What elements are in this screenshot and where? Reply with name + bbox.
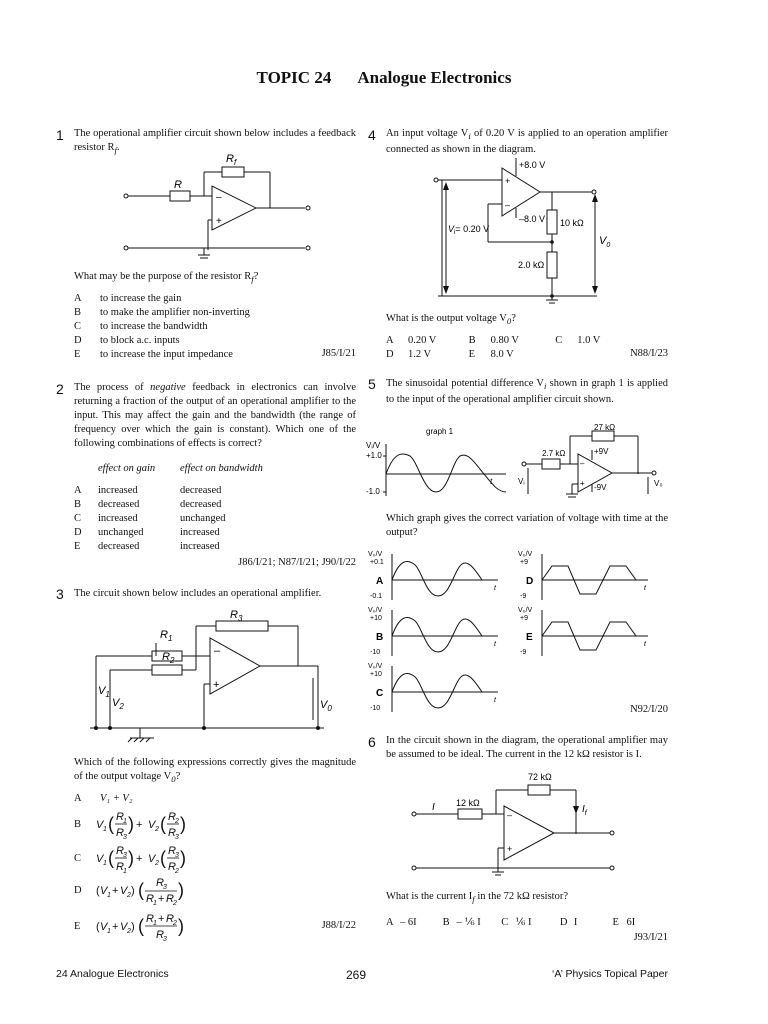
topic-name: Analogue Electronics [357, 68, 512, 87]
footer-left: 24 Analogue Electronics [56, 968, 169, 980]
q4-vo-label: $V_0$ [599, 235, 611, 249]
q2-option-b[interactable]: B decreased decreased [74, 499, 222, 510]
q2-option-d[interactable]: D unchanged increased [74, 527, 220, 538]
q5-vi-label: Vᵢ [518, 477, 525, 486]
q1-option-c[interactable]: C to increase the bandwidth [74, 321, 208, 332]
q4-option-c[interactable]: C 1.0 V [555, 335, 601, 346]
svg-text:): ) [128, 814, 134, 834]
svg-text:V: V [120, 921, 128, 933]
q1-options [74, 292, 250, 362]
svg-text:): ) [180, 848, 186, 868]
q5-graph-top-label: +10 [370, 671, 382, 678]
q6-option-c[interactable]: C ⅙ I [501, 917, 532, 928]
q5-graph-letter: A [376, 576, 384, 587]
q6-stem: In the circuit shown in the diagram, the operational amplifier may be assumed to be ideal. The current in the 12 kΩ resistor is I. [386, 735, 668, 760]
q5-graph-letter: D [526, 576, 534, 587]
svg-text:2: 2 [175, 868, 179, 875]
svg-text:V: V [96, 819, 104, 831]
q4-option-e[interactable]: E 8.0 V [468, 349, 514, 360]
q3-r3-label: $R_3$ [230, 609, 243, 623]
q5-graph-bottom-label: -0.1 [370, 593, 383, 600]
svg-text:(: ( [96, 921, 100, 933]
svg-text:t: t [494, 585, 496, 592]
q6-number: 6 [368, 734, 376, 750]
q5-graph1-bottom: -1.0 [366, 487, 380, 496]
svg-text:): ) [178, 880, 184, 900]
svg-text:): ) [178, 916, 184, 936]
q3-option-b[interactable]: B [74, 819, 82, 830]
svg-text:+: + [216, 216, 222, 227]
q3-option-a[interactable]: A V₁ + V₂ [74, 793, 133, 804]
q1-option-e[interactable]: E to increase the input impedance [74, 349, 233, 360]
svg-text:V: V [148, 819, 156, 831]
q5-graph-bottom-label: -10 [370, 705, 381, 712]
q2-option-c[interactable]: C increased unchanged [74, 513, 226, 524]
q2-option-e[interactable]: E decreased increased [74, 541, 220, 552]
q3-r2-label: $R_2$ [162, 651, 175, 665]
svg-text:(: ( [138, 916, 144, 936]
q6-i-label: I [432, 802, 435, 813]
q5-r27b-label: 2.7 kΩ [542, 449, 566, 458]
q6-r72-label: 72 kΩ [528, 772, 552, 782]
svg-text:3: 3 [163, 884, 167, 891]
q5-graph-curve [392, 673, 482, 708]
q3-circuit-diagram [88, 608, 348, 748]
q5-vo-label: V₀ [654, 479, 663, 488]
q6-option-b[interactable]: B – ⅙ I [442, 917, 481, 928]
q5-graph-top-label: +10 [370, 615, 382, 622]
q5-graph-a[interactable] [368, 551, 498, 600]
q1-reference: J85/I/21 [321, 348, 356, 359]
svg-text:1: 1 [153, 920, 157, 927]
q5-graph-letter: B [376, 632, 384, 643]
svg-text:R: R [168, 845, 176, 857]
q4-option-a[interactable]: A 0.20 V [386, 335, 437, 346]
svg-text:2: 2 [173, 920, 177, 927]
svg-text:R: R [116, 811, 124, 823]
svg-text:V: V [96, 853, 104, 865]
svg-text:R: R [116, 845, 124, 857]
q5-graph1-ylabel: Vᵢ/V [366, 441, 381, 450]
q1-option-a[interactable]: A to increase the gain [74, 293, 182, 304]
svg-text:+: + [158, 913, 165, 925]
q4-vminus-label: –8.0 V [519, 214, 546, 224]
q5-graph-ylabel: V₀/V [368, 663, 383, 670]
q3-number: 3 [56, 586, 64, 602]
q6-question: What is the current $I_f$ in the 72 kΩ resistor? [386, 891, 568, 905]
svg-text:3: 3 [123, 852, 127, 859]
svg-text:(: ( [160, 848, 166, 868]
q5-graph-ylabel: V₀/V [518, 607, 533, 614]
q5-stem: The sinusoidal potential difference $V_i$ shown in graph 1 is applied to the input of the operational amplifier circuit shown. [386, 378, 669, 406]
svg-text:(: ( [108, 848, 114, 868]
svg-text:R: R [168, 861, 176, 873]
q4-vi-label: $V_i= 0.20$ V [448, 224, 490, 236]
q5-graph-curve [392, 617, 482, 652]
svg-text:(: ( [160, 814, 166, 834]
q2-header-gain: effect on gain [98, 463, 156, 474]
q3-r1-label: $R_1$ [160, 629, 173, 643]
q3-option-e[interactable]: E [74, 921, 81, 932]
q5-question: Which graph gives the correct variation of voltage with time at the output? [386, 513, 668, 538]
q4-r10-label: 10 kΩ [560, 218, 584, 228]
svg-text:1: 1 [123, 818, 127, 825]
q5-graph-ylabel: V₀/V [368, 551, 383, 558]
q5-graph-top-label: +9 [520, 615, 528, 622]
q1-option-d[interactable]: D to block a.c. inputs [74, 335, 180, 346]
svg-text:+: + [158, 893, 165, 905]
svg-text:1: 1 [123, 868, 127, 875]
q5-graph-letter: C [376, 688, 384, 699]
svg-text:–: – [216, 192, 222, 203]
q1-number: 1 [56, 127, 64, 143]
q1-rf-label: $R_f$ [226, 153, 237, 167]
svg-text:+: + [112, 921, 119, 933]
q5-graph-e[interactable] [518, 607, 648, 656]
svg-text:t: t [644, 585, 646, 592]
svg-text:2: 2 [175, 818, 179, 825]
svg-text:3: 3 [123, 834, 127, 841]
q5-graph-top-label: +0.1 [370, 559, 384, 566]
q6-reference: J93/I/21 [633, 932, 668, 943]
q5-graph-ylabel: V₀/V [518, 551, 533, 558]
svg-text:1: 1 [103, 860, 107, 867]
svg-text:–: – [214, 645, 221, 657]
svg-text:–: – [580, 459, 585, 468]
q4-vplus-label: +8.0 V [519, 160, 546, 170]
svg-text:R: R [168, 827, 176, 839]
q5-graph-c[interactable] [368, 663, 498, 712]
q5-minus9-label: -9V [594, 483, 607, 492]
svg-text:V: V [120, 885, 128, 897]
q5-graph-letter: E [526, 632, 533, 643]
svg-text:1: 1 [153, 900, 157, 907]
q2-number: 2 [56, 381, 64, 397]
svg-text:(: ( [108, 814, 114, 834]
q5-graph-ylabel: V₀/V [368, 607, 383, 614]
svg-text:R: R [156, 877, 164, 889]
svg-text:R: R [146, 893, 154, 905]
q5-graph1-label: graph 1 [426, 427, 454, 436]
q3-v0-label: $V_0$ [320, 699, 332, 713]
q5-graph1-top: +1.0 [366, 451, 382, 460]
q6-option-d[interactable]: D I [559, 917, 578, 928]
q2-option-a[interactable]: A increased decreased [74, 485, 222, 496]
svg-text:+: + [505, 176, 511, 186]
svg-text:2: 2 [155, 826, 159, 833]
q2-options [74, 484, 225, 554]
svg-text:R: R [146, 913, 154, 925]
q6-options [386, 916, 668, 930]
svg-text:): ) [131, 885, 135, 897]
q4-number: 4 [368, 127, 376, 143]
svg-text:t: t [644, 641, 646, 648]
q5-graph-b[interactable] [368, 607, 498, 656]
svg-text:3: 3 [163, 936, 167, 943]
q4-option-d[interactable]: D 1.2 V [386, 349, 432, 360]
q5-number: 5 [368, 376, 376, 392]
q2-stem: The process of negative feedback in electronics can involve returning a fraction of the output of an operational amplifier to the input. This may affect the gain and the bandwidth (the range of frequency over which the gain is constant). Which one of the following combinations of effects is correct? [74, 382, 356, 449]
svg-text:R: R [166, 893, 174, 905]
svg-text:–: – [507, 810, 513, 820]
q4-reference: N88/I/23 [630, 348, 668, 359]
q5-graph-d[interactable] [518, 551, 648, 600]
svg-text:2: 2 [127, 928, 131, 935]
q3-option-c[interactable]: C [74, 853, 82, 864]
q4-option-b[interactable]: B 0.80 V [468, 335, 520, 346]
q6-option-e[interactable]: E 6I [612, 917, 636, 928]
svg-text:t: t [494, 641, 496, 648]
q5-graph-bottom-label: -9 [520, 593, 527, 600]
q5-graph-top-label: +9 [520, 559, 528, 566]
q1-question: What may be the purpose of the resistor $R_f$? [74, 271, 259, 285]
svg-text:R: R [116, 861, 124, 873]
page-title [0, 68, 768, 88]
svg-text:2: 2 [127, 892, 131, 899]
q3-formula-expressions [96, 806, 236, 943]
svg-text:2: 2 [155, 860, 159, 867]
svg-text:R: R [166, 913, 174, 925]
svg-text:(: ( [138, 880, 144, 900]
svg-text:1: 1 [107, 928, 111, 935]
q3-v2-label: $V_2$ [112, 697, 124, 711]
svg-text:): ) [180, 814, 186, 834]
q3-stem: The circuit shown below includes an operational amplifier. [74, 588, 322, 599]
svg-text:V: V [100, 885, 108, 897]
svg-text:+: + [213, 679, 220, 691]
svg-text:): ) [131, 921, 135, 933]
page-number: 269 [346, 968, 367, 982]
svg-text:V: V [100, 921, 108, 933]
svg-text:V: V [148, 853, 156, 865]
svg-text:3: 3 [175, 834, 179, 841]
svg-text:+: + [136, 853, 143, 865]
q6-if-label: $I_f$ [582, 804, 587, 817]
svg-text:3: 3 [175, 852, 179, 859]
svg-text:–: – [505, 200, 511, 210]
svg-text:+: + [507, 844, 513, 854]
q3-question: Which of the following expressions correctly gives the magnitude of the output voltage $V_0$? [74, 757, 356, 785]
q5-answer-graphs [368, 548, 668, 720]
q1-circuit-diagram [120, 150, 320, 265]
q4-stem: An input voltage $V_i$ of 0.20 V is applied to an operation amplifier connected as shown in the diagram. [386, 128, 669, 156]
topic-number: TOPIC 24 [256, 68, 332, 87]
svg-text:): ) [128, 848, 134, 868]
svg-text:R: R [156, 929, 164, 941]
svg-text:(: ( [96, 885, 100, 897]
q6-circuit-diagram [410, 770, 620, 880]
q5-graph-bottom-label: -9 [520, 649, 527, 656]
footer-right: ‘A’ Physics Topical Paper [552, 968, 668, 980]
q6-r12-label: 12 kΩ [456, 798, 480, 808]
svg-text:2: 2 [173, 900, 177, 907]
svg-text:+: + [580, 479, 585, 488]
q3-v1-label: $V_1$ [98, 685, 110, 699]
svg-text:t: t [494, 697, 496, 704]
q1-option-b[interactable]: B to make the amplifier non-inverting [74, 307, 250, 318]
q4-r2-label: 2.0 kΩ [518, 260, 545, 270]
svg-text:1: 1 [107, 892, 111, 899]
q3-reference: J88/I/22 [321, 920, 356, 931]
svg-text:+: + [136, 819, 143, 831]
svg-text:+: + [112, 885, 119, 897]
q1-r-label: R [174, 179, 182, 191]
q2-reference: J86/I/21; N87/I/21; J90/I/22 [238, 557, 356, 568]
q4-circuit-diagram [432, 158, 622, 306]
q4-question: What is the output voltage $V_0$? [386, 313, 516, 327]
q5-plus9-label: +9V [594, 447, 609, 456]
svg-text:R: R [116, 827, 124, 839]
q6-option-a[interactable]: A – 6I [386, 917, 417, 928]
svg-text:t: t [490, 477, 493, 486]
q2-header-bandwidth: effect on bandwidth [180, 463, 263, 474]
q5-graph-bottom-label: -10 [370, 649, 381, 656]
q5-r27-label: 27 kΩ [594, 423, 616, 432]
q5-graph-curve [392, 561, 482, 596]
q3-option-d[interactable]: D [74, 885, 82, 896]
q1-stem: The operational amplifier circuit shown below includes a feedback resistor $R_f$. [74, 128, 356, 156]
q5-reference: N92/I/20 [630, 704, 668, 715]
svg-text:1: 1 [103, 826, 107, 833]
svg-text:R: R [168, 811, 176, 823]
q5-graph1-and-circuit [366, 422, 666, 502]
